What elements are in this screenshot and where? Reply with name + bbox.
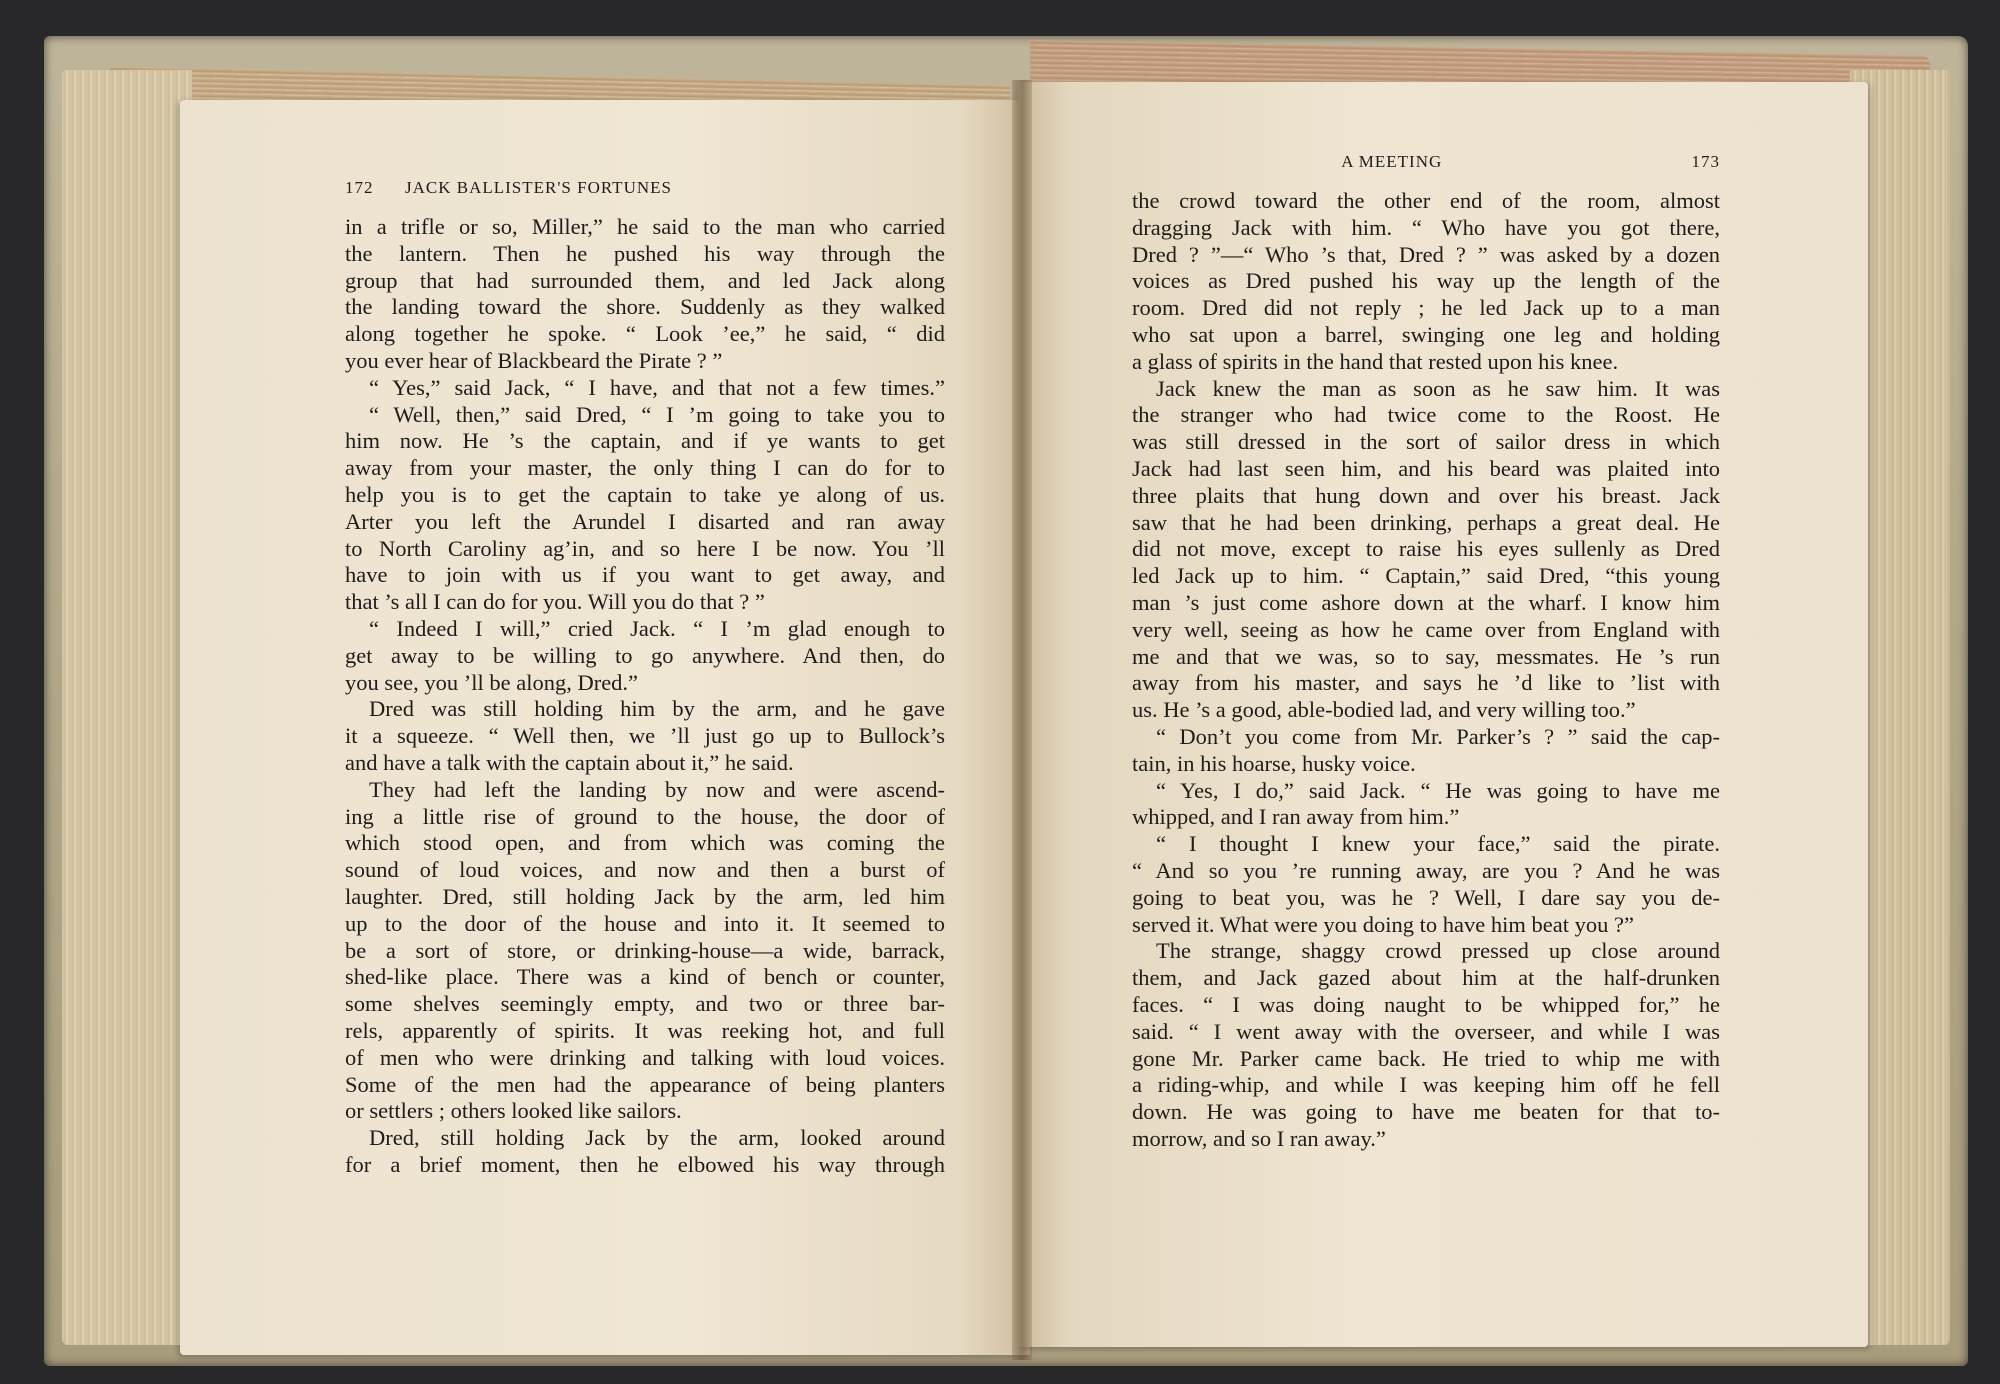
right-text-line: led Jack up to him. “ Captain,” said Dred, “this young xyxy=(1132,563,1720,589)
right-text-line: Dred ? ”—“ Who ’s that, Dred ? ” was asked by a dozen xyxy=(1132,241,1720,267)
left-text-line: Some of the men had the appearance of being planters xyxy=(345,1071,945,1097)
left-text-line: They had left the landing by now and were ascend- xyxy=(369,776,945,802)
right-text-line: “ And so you ’re running away, are you ? And he was xyxy=(1132,857,1720,883)
right-text-line: whipped, and I ran away from him.” xyxy=(1132,804,1460,830)
right-text-line: was still dressed in the sort of sailor dress in which xyxy=(1132,429,1720,455)
right-text-line: them, and Jack gazed about him at the half-drunken xyxy=(1132,965,1720,991)
left-text-line: up to the door of the house and into it. It seemed to xyxy=(345,910,945,936)
left-text-line: get away to be willing to go anywhere. And then, do xyxy=(345,642,945,668)
book-gutter xyxy=(1012,80,1032,1360)
right-running-head: A MEETING xyxy=(1341,152,1443,171)
left-text-line: Arter you left the Arundel I disarted and ran away xyxy=(345,508,945,534)
right-text-line: very well, seeing as how he came over from England with xyxy=(1132,616,1720,642)
right-text-line: voices as Dred pushed his way up the length of the xyxy=(1132,268,1720,294)
right-text-line: “ Yes, I do,” said Jack. “ He was going to have me xyxy=(1156,777,1720,803)
left-text-line: have to join with us if you want to get away, and xyxy=(345,562,945,588)
left-text-line: you ever hear of Blackbeard the Pirate ? ” xyxy=(345,347,723,373)
left-text-line: along together he spoke. “ Look ’ee,” he said, “ did xyxy=(345,321,945,347)
left-text-line: or settlers ; others looked like sailors. xyxy=(345,1098,682,1124)
right-text-line: did not move, except to raise his eyes sullenly as Dred xyxy=(1132,536,1720,562)
right-page-body xyxy=(1132,188,1720,1153)
left-text-line: that ’s all I can do for you. Will you do that ? ” xyxy=(345,589,765,615)
left-text-line: “ Well, then,” said Dred, “ I ’m going to take you to xyxy=(369,401,945,427)
right-text-line: faces. “ I was doing naught to be whipped for,” he xyxy=(1132,991,1720,1017)
right-text-line: room. Dred did not reply ; he led Jack up to a man xyxy=(1132,295,1720,321)
right-text-line: Jack had last seen him, and his beard was plaited into xyxy=(1132,455,1720,481)
left-page-header xyxy=(345,178,945,198)
left-text-line: Dred was still holding him by the arm, and he gave xyxy=(369,696,945,722)
left-text-line: away from your master, the only thing I can do for to xyxy=(345,455,945,481)
left-text-line: in a trifle or so, Miller,” he said to the man who carried xyxy=(345,214,945,239)
right-text-line: the crowd toward the other end of the room, almost xyxy=(1132,188,1720,213)
right-page-text xyxy=(1132,152,1720,1153)
left-text-line: which stood open, and from which was coming the xyxy=(345,830,945,856)
left-text-line: group that had surrounded them, and led Jack along xyxy=(345,267,945,293)
right-text-line: a riding-whip, and while I was keeping him off he fell xyxy=(1132,1072,1720,1098)
right-text-line: down. He was going to have me beaten for that to- xyxy=(1132,1099,1720,1125)
right-text-line: who sat upon a barrel, swinging one leg and holding xyxy=(1132,321,1720,347)
left-text-line: to North Caroliny ag’in, and so here I be now. You ’ll xyxy=(345,535,945,561)
right-text-line: the stranger who had twice come to the Roost. He xyxy=(1132,402,1720,428)
left-page-text xyxy=(345,178,945,1179)
right-page-header xyxy=(1132,152,1720,172)
right-text-line: three plaits that hung down and over his breast. Jack xyxy=(1132,482,1720,508)
left-text-line: of men who were drinking and talking with loud voices. xyxy=(345,1044,945,1070)
right-text-line: gone Mr. Parker came back. He tried to whip me with xyxy=(1132,1045,1720,1071)
left-text-line: rels, apparently of spirits. It was reeking hot, and full xyxy=(345,1017,945,1043)
right-text-line: man ’s just come ashore down at the wharf. I know him xyxy=(1132,589,1720,615)
left-text-line: some shelves seemingly empty, and two or three bar- xyxy=(345,991,945,1017)
right-text-line: saw that he had been drinking, perhaps a great deal. He xyxy=(1132,509,1720,535)
right-text-line: going to beat you, was he ? Well, I dare say you de- xyxy=(1132,884,1720,910)
left-text-line: laughter. Dred, still holding Jack by the arm, led him xyxy=(345,883,945,909)
left-text-line: the landing toward the shore. Suddenly as they walked xyxy=(345,294,945,320)
left-text-line: him now. He ’s the captain, and if ye wants to get xyxy=(345,428,945,454)
right-text-line: a glass of spirits in the hand that rested upon his knee. xyxy=(1132,348,1619,374)
left-text-line: help you is to get the captain to take ye along of us. xyxy=(345,481,945,507)
left-text-line: for a brief moment, then he elbowed his way through xyxy=(345,1151,945,1177)
right-text-line: “ I thought I knew your face,” said the pirate. xyxy=(1156,831,1720,857)
left-page-number: 172 xyxy=(345,178,374,197)
left-text-line: be a sort of store, or drinking-house—a wide, barrack, xyxy=(345,937,945,963)
left-text-line: “ Yes,” said Jack, “ I have, and that not a few times.” xyxy=(369,374,945,400)
left-text-line: “ Indeed I will,” cried Jack. “ I ’m glad enough to xyxy=(369,615,945,641)
right-text-line: said. “ I went away with the overseer, and while I was xyxy=(1132,1018,1720,1044)
left-text-line: the lantern. Then he pushed his way through the xyxy=(345,240,945,266)
right-text-line: Jack knew the man as soon as he saw him. It was xyxy=(1156,375,1720,401)
right-text-line: away from his master, and says he ’d like to ’list with xyxy=(1132,670,1720,696)
right-text-line: dragging Jack with him. “ Who have you got there, xyxy=(1132,214,1720,240)
left-text-line: you see, you ’ll be along, Dred.” xyxy=(345,669,639,695)
right-text-line: served it. What were you doing to have him beat you ?” xyxy=(1132,911,1634,937)
right-text-line: The strange, shaggy crowd pressed up close around xyxy=(1156,938,1720,964)
left-text-line: it a squeeze. “ Well then, we ’ll just go up to Bullock’s xyxy=(345,723,945,749)
left-text-line: sound of loud voices, and now and then a burst of xyxy=(345,857,945,883)
page-edges-left xyxy=(62,70,192,1345)
left-running-head: JACK BALLISTER'S FORTUNES xyxy=(405,178,672,197)
left-text-line: ing a little rise of ground to the house, the door of xyxy=(345,803,945,829)
left-page-body xyxy=(345,214,945,1179)
left-text-line: Dred, still holding Jack by the arm, looked around xyxy=(369,1125,945,1151)
left-text-line: shed-like place. There was a kind of bench or counter, xyxy=(345,964,945,990)
left-text-line: and have a talk with the captain about it,” he said. xyxy=(345,749,794,775)
right-page-number: 173 xyxy=(1691,152,1720,171)
right-text-line: morrow, and so I ran away.” xyxy=(1132,1125,1386,1151)
right-text-line: “ Don’t you come from Mr. Parker’s ? ” said the cap- xyxy=(1156,723,1720,749)
right-text-line: us. He ’s a good, able-bodied lad, and very willing too.” xyxy=(1132,697,1636,723)
right-text-line: me and that we was, so to say, messmates. He ’s run xyxy=(1132,643,1720,669)
right-text-line: tain, in his hoarse, husky voice. xyxy=(1132,750,1416,776)
